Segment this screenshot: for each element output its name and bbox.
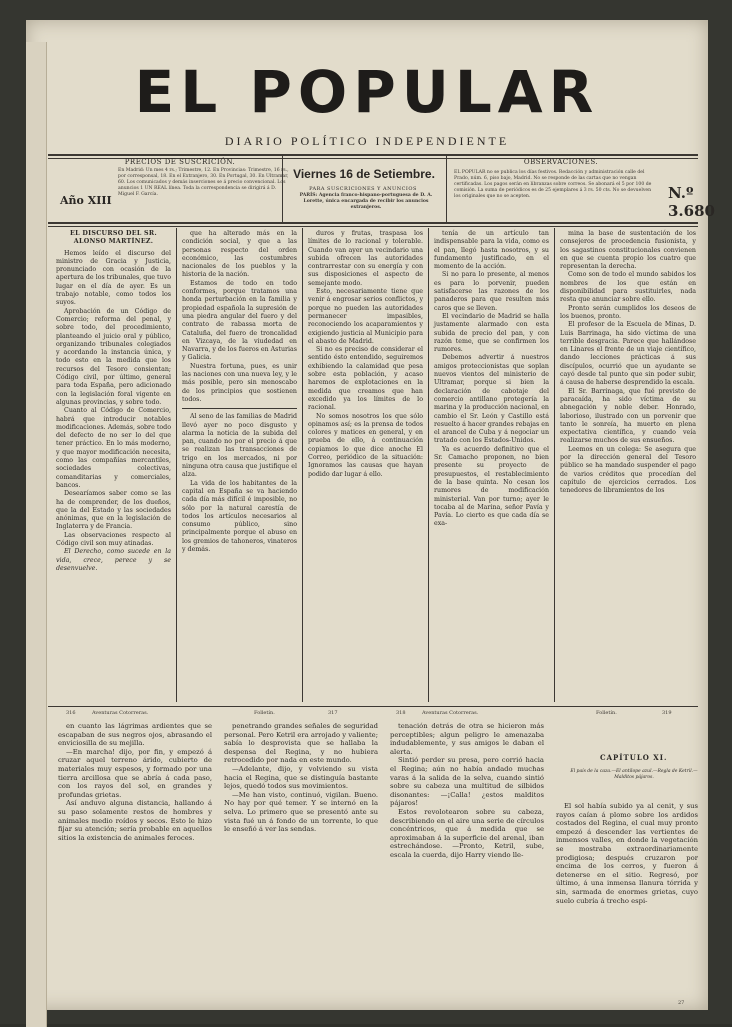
year-label: Año XIII	[60, 194, 112, 207]
page-number: 27	[678, 1000, 685, 1006]
subscription-office: PARA SUSCRICIONES Y ANUNCIOS	[309, 186, 417, 192]
article-column-1: EL DISCURSO DEL SR. ALONSO MARTÍNEZ. Hemos leído el discurso del ministro de Gracia y Justicia, pronunciado con ocasión de la apertura de los tribunales, que tuvo lugar en el día de ayer. Es un trabajo notable, como todos los suyos. Aprobación de un Código de Comercio; reforma del penal, y sobre todo, del procedimiento, planteando el juicio oral y público, organizando tribunales colegiados y acordando la instancia única, y todo esto en la medida que los recursos del Tesoro consientan; Código civil, por último, general para toda España, pero adicionado con la legislación foral vigente en algunas provincias, y sobre todo. Cuanto al Código de Comercio, habrá que introducir notables modificaciones. Además, sobre todo del defecto de no ser lo del que tener práctico. En lo más moderno, y que mayor modificación necesita, como las compañías mercantiles, sociedades colectivas, comanditarias y comerciales, bancos. Desearíamos saber como se las ha de comprender, de los dueños, que la del Estado y las sociedades anónimas, que en la legislación de Inglaterra y de Francia. Las observaciones respecto al Código civil son muy atinadas. El Derecho, como sucede en la vida, crece, perece y se desenvuelve.	[56, 230, 171, 572]
folio: 319	[662, 710, 672, 716]
divider	[554, 228, 555, 702]
observations-heading: OBSERVACIONES.	[523, 158, 599, 166]
feuilleton-column-1: en cuanto las lágrimas ardientes que se escapaban de sus negros ojos, abrasando el enviciosilla de su mejilla. —En marcha! dijo, por fin, y empezó á cruzar aquel terreno árido, cubierto de materiales muy espesos, y formado por una tierra arcillosa que se abría á cada paso, con los rayos del sol, en grandes y profundas grietas. Así anduvo alguna distancia, hallando á su paso solamente restos de hombres y animales medio roídos y secos. Esto le hizo fijar su atención; sería probable en aquellos sitios la existencia de animales feroces.	[58, 722, 212, 842]
masthead-title: EL POPULAR	[134, 58, 600, 126]
article-column-3: duros y frutas, traspasa los límites de lo racional y tolerable. Cuando van ayer un vecindario una subida ofrecen las autoridades contrarrestar con su energía y con sus disposiciones el aspecto de semejante modo. Esto, necesariamente tiene que venir á engrosar serios conflictos, y porque no pueden las autoridades permanecer impasibles, reconociendo los acaparamientos y exigiendo justicia al Municipio para el abasto de Madrid. Si no es preciso de considerar el sentido ésto entendido, seguiremos exhibiendo la calamidad que pesa sobre esta población, y acaso haremos de explotaciones en la medida que creamos que han excedido ya los límites de lo racional. No somos nosotros los que sólo opinamos así; es la prensa de todos colores y matices en general, y en prueba de ello, á continuación copiamos lo que dice anoche El Correo, periódico de la situación: Ignoramos las causas que hayan podido dar lugar á ello.	[308, 230, 423, 478]
folio-journal: Folletín.	[596, 710, 617, 716]
issue-number: N.º 3.680	[668, 184, 715, 220]
folio-author: Aventuras Cotorreras.	[92, 710, 149, 716]
article-column-4: tenía de un artículo tan indispensable para la vida, como es el pan, llegó hasta nosotros, y su fundamento justificado, en el momento de la acción. Si no para lo presente, al menos es para lo porvenir, pueden satisfacerse las razones de los panaderos para que resulten más caros que se lleven. El vecindario de Madrid se halla justamente alarmado con esta subida de precio del pan, y con razón teme, que se confirmen los rumores. Debemos advertir á nuestros amigos proteccionistas que soplan nuevos vientos del ministerio de Ultramar, porque si bien la declaración de cabotaje del comercio antillano protegería la marina y la producción nacional, en cambio el Sr. León y Castillo está resuelto á hacer grandes rebajas en el arancel de Cuba y á negociar un tratado con los Estados-Unidos. Ya es acuerdo definitivo que el Sr. Camacho proponen, no bien presente su proyecto de presupuestos, el restablecimiento de la base quinta. No cesan los rumores de modificación ministerial. Van por turno; ayer le tocaba al de Marina, señor Pavía y Pavía. Lo cierto es que cada día se exa-	[434, 230, 550, 528]
subscription-prices: En Madrid: Un mes 4 rs.; Trimestre, 12. En Provincias: Trimestre, 16 rs., por corresponsal, 18. En el Extranjero, 30. En Portugal, 30. En Ultramar, 60. Los comunicados y demás inserciones se á precio convencional. Los anuncios 1 UN REAL línea. Toda la correspondencia se dirigirá á D. Miguel F. García.	[118, 168, 289, 197]
article-column-2: que ha alterado más en la condición social, y que a las personas respecto del orden económico, las costumbres nacionales de los pueblos y la historia de la nación. Estamos de todo en todo conformes, porque tratamos una honda perturbación en la familia y propiedad española la supresión de una piedra angular del fuero y del contrato de rabassa morta de Cataluña, del fuero de troncalidad en Vizcaya, de la viudedad en Navarra, y de los fueros en Asturias y Galicia. Nuestra fortuna, pues, es unir las naciones con una nueva ley, y le más posible, pero sin menoscabo de los principios que sostienen todos. Al seno de las familias de Madrid llevó ayer no poco disgusto y alarma la noticia de la subida del pan, cuando no por el precio á que se realizan las transacciones de trigo en los mercados, ni por ninguna otra causa que justifique el alza. La vida de los habitantes de la capital en España se va haciendo cada día más difícil é imposible, no sólo por la natural carestía de todos los artículos necesarios al consumo público, sino principalmente porque el abuso en los gremios de tahoneros, vinateros y demás.	[182, 230, 298, 553]
divider	[446, 156, 447, 222]
folio: 318	[396, 710, 406, 716]
divider	[176, 228, 177, 702]
folio: 317	[328, 710, 338, 716]
header-bottom-rule	[48, 222, 698, 227]
previous-page-edge	[26, 42, 47, 1027]
masthead-subtitle: DIARIO POLÍTICO INDEPENDIENTE	[224, 134, 510, 148]
article-title: EL DISCURSO DEL SR. ALONSO MARTÍNEZ.	[70, 230, 157, 246]
chapter-heading: CAPÍTULO XI.	[600, 753, 668, 762]
feuilleton-column-2: penetrando grandes señales de seguridad personal. Pero Ketril era arrojado y valiente; sabía lo desprovista que se hallaba la despensa del Regina, y no hubiera retrocedido por nada en este mundo. —Adelante, dijo, y volviendo su vista hacia el Regina, que se distinguía bastante lejos, quedó todos sus movimientos. —Me han visto, continuó, vigilan. Bueno. No hay por qué temer. Y se internó en la selva. Lo primero que se presentó ante su vista fué un á fondo de un torrente, lo que le enseñó á ver las sendas.	[224, 722, 378, 834]
folio-journal: Folletín.	[254, 710, 275, 716]
chapter-summary: El país de la caza.—El antílope azul.—Regla de Ketril.—Malditos pájaros.	[570, 769, 698, 780]
feuilleton-column-3: tenación detrás de otra se hicieron más perceptibles; algun peligro le amenazaba indudablemente, y sus amigos le daban el alerta. Sintió perder su presa, pero corrió hacia el Regina; aún no había andado muchas varas á la salida de la selva, cuando sintió sobre su cabeza una multitud de silbidos disonantes: —¡Calla! ¿estos malditos pájaros! Estos revolotearon sobre su cabeza, describiendo en el aire una serie de círculos concéntricos, que á medida que se aproximaban á la superficie del arenal, iban estrechándose. —Pronto, Ketril, sube, escala la cuerda, dijo Harry viendo lle-	[390, 722, 544, 859]
folio-author: Aventuras Cotorreras.	[422, 710, 479, 716]
subscription-heading: PRECIOS DE SUSCRICIÓN.	[124, 158, 236, 166]
newspaper-page	[26, 20, 715, 1010]
article-column-5: mina la base de sustentación de los consejeros de procedencia fusionista, y los sagastinos constitucionales convienen en que se cuenta propio los cuatro que representan la derecha. Como son de todo el mundo sabidos los nombres de los que están en disponibilidad para sustituirles, nada resta que anunciar sobre ello. Pronto serán cumplidos los deseos de los buenos, pronto. El profesor de la Escuela de Minas, D. Luis Barrinaga, ha sido víctima de una terrible desgracia. Parece que hallándose en Linares el frente de un viaje científico, dando lecciones prácticas á sus discípulos, ocurrió que un ayudante se cayó desde tal punto que sin poder subir, á causa de haberse desprendido la escala. El Sr. Barrinaga, que fué previsto de paracaída, ha sido víctima de su abnegación y noble deber. Honrado, laborioso, ilustrado con un porvenir que tanto le sonreía, ha muerto en plena expectativa científica, y cuando veía realizarse muchos de sus ensueños. Leemos en un colega: Se asegura que por la dirección general del Tesoro público se ha mandado suspender el pago de varios créditos que procedían del capítulo de ejercicios cerrados. Los tenedores de libramientos de los	[560, 230, 696, 495]
divider	[302, 228, 303, 702]
divider	[282, 156, 283, 222]
divider	[428, 228, 429, 702]
observations-text: EL POPULAR no se publica los días festivos. Redacción y administración calle del Prado, núm. 6, piso bajo, Madrid. No se responde de las cartas que no vengan certificadas. Los pagos serán en libranzas sobre correos. Se abonará el 5 por 100 de comisión. La suma de periódicos es de 25 ejemplares á 3 rs. 50 cts. No se devuelven los originales que no se acepten.	[454, 170, 652, 199]
feuilleton-column-4: El sol había subido ya al cenit, y sus rayos caían á plomo sobre los ardidos costados del Regina, el cual muy pronto empezó á descender las vertientes de inmensos valles, en donde la vegetación se mostraba extraordinariamente prodigiosa; después cruzaron por encima de los cerros, y fueron á detenerse en el sitio. Regresó, por último, á una inmensa llanura tórrida y sin, sarmada de enormes grietas, cuyo suelo cubría á trecho espi-	[556, 802, 698, 905]
issue-date: Viernes 16 de Setiembre.	[293, 167, 435, 181]
paris-agency: PARÍS: Agencia franco-hispano-portuguesa de D. A. Lorette, única encargada de recibir los anuncios extranjeros.	[299, 193, 433, 210]
feuilleton-rule	[48, 706, 698, 707]
folio: 316	[66, 710, 76, 716]
